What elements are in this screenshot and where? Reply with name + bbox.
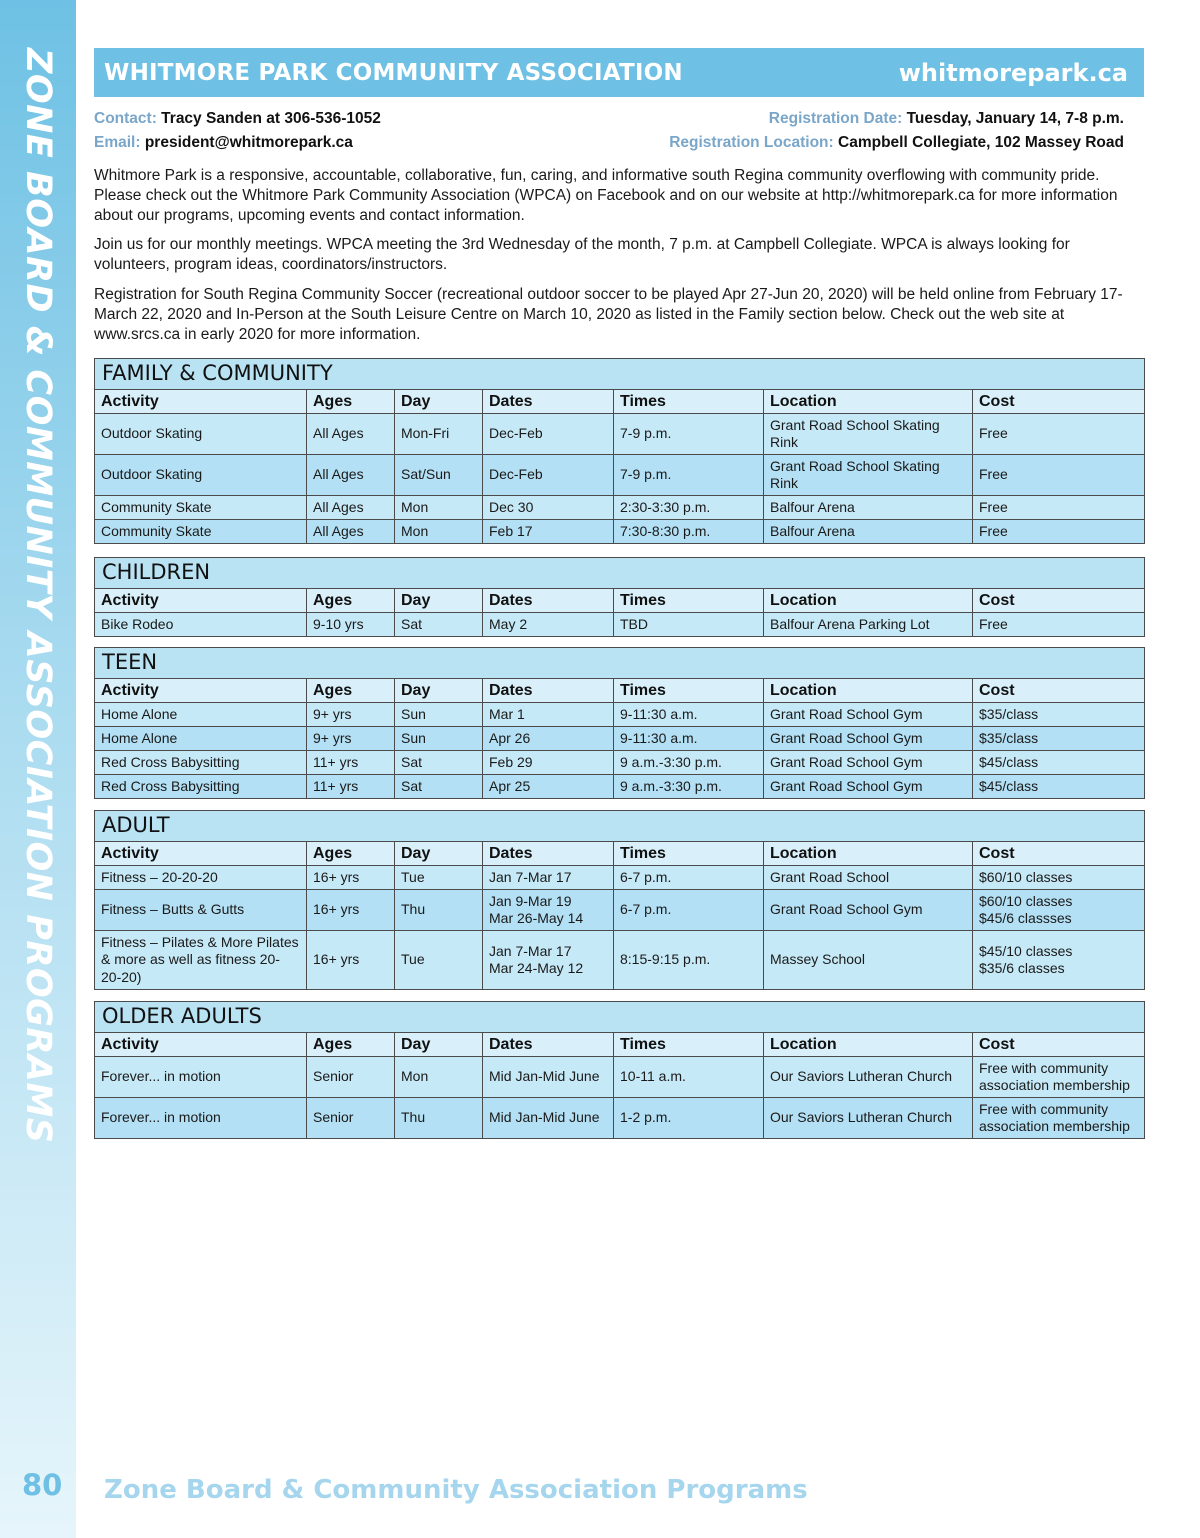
column-header-day: Day [395,842,483,866]
cell-ages: 9-10 yrs [307,613,395,637]
cell-location: Grant Road School Gym [764,890,973,931]
section-older-adults [94,1001,1145,1139]
cell-dates: Apr 25 [483,775,614,799]
contact-value: Tracy Sanden at 306-536-1052 [161,110,381,127]
cell-location: Grant Road School Skating Rink [764,455,973,496]
cell-cost: $35/class [973,703,1145,727]
cell-activity: Community Skate [95,496,307,520]
registration-date [769,110,1124,128]
footer-title: Zone Board & Community Association Programs [104,1475,808,1505]
cell-times: 9-11:30 a.m. [614,703,764,727]
cell-activity: Home Alone [95,703,307,727]
cell-cost: Free [973,520,1145,544]
column-header-dates: Dates [483,842,614,866]
cell-activity: Forever... in motion [95,1057,307,1098]
cell-activity: Community Skate [95,520,307,544]
cell-times: 7-9 p.m. [614,414,764,455]
column-header-times: Times [614,1033,764,1057]
email-info [94,134,353,152]
column-header-location: Location [764,679,973,703]
cell-ages: Senior [307,1098,395,1139]
cell-location: Grant Road School Gym [764,727,973,751]
cell-ages: 16+ yrs [307,931,395,990]
cell-dates: Apr 26 [483,727,614,751]
cell-location: Grant Road School Gym [764,775,973,799]
column-header-row [95,390,1145,414]
column-header-location: Location [764,589,973,613]
cell-activity: Outdoor Skating [95,455,307,496]
cell-ages: 16+ yrs [307,866,395,890]
cell-cost: $45/class [973,751,1145,775]
cell-location: Grant Road School Gym [764,751,973,775]
reg-location-label: Registration Location: [669,134,834,151]
reg-date-label: Registration Date: [768,110,903,127]
reg-location-value: Campbell Collegiate, 102 Massey Road [838,134,1124,151]
cell-times: 6-7 p.m. [614,890,764,931]
cell-activity: Fitness – Butts & Gutts [95,890,307,931]
cell-dates: Feb 17 [483,520,614,544]
section-title-row [95,359,1145,390]
meetings-paragraph: Join us for our monthly meetings. WPCA meeting the 3rd Wednesday of the month, 7 p.m. at Campbell Collegiate. WPCA is always looking for volunteers, program ideas, coordinators/instructors. [94,236,1070,273]
cell-dates: Dec-Feb [483,455,614,496]
reg-date-value: Tuesday, January 14, 7-8 p.m. [906,110,1124,127]
contact-row-1 [94,110,1124,128]
column-header-times: Times [614,679,764,703]
contact-label: Contact: [94,110,157,127]
cell-ages: Senior [307,1057,395,1098]
cell-day: Sat [395,613,483,637]
cell-day: Sat [395,751,483,775]
cell-dates: Jan 9-Mar 19 Mar 26-May 14 [483,890,614,931]
section-title: CHILDREN [95,558,1145,589]
cell-day: Thu [395,890,483,931]
cell-dates: Mid Jan-Mid June [483,1098,614,1139]
cell-activity: Home Alone [95,727,307,751]
cell-dates: Jan 7-Mar 17 Mar 24-May 12 [483,931,614,990]
cell-ages: 11+ yrs [307,775,395,799]
cell-activity: Bike Rodeo [95,613,307,637]
cell-times: 10-11 a.m. [614,1057,764,1098]
column-header-day: Day [395,679,483,703]
cell-dates: Jan 7-Mar 17 [483,866,614,890]
column-header-times: Times [614,390,764,414]
section-title: ADULT [95,811,1145,842]
section-title: OLDER ADULTS [95,1002,1145,1033]
association-title: WHITMORE PARK COMMUNITY ASSOCIATION [104,59,683,86]
table-row [95,751,1145,775]
column-header-dates: Dates [483,679,614,703]
column-header-ages: Ages [307,1033,395,1057]
cell-cost: $60/10 classes [973,866,1145,890]
cell-dates: Mid Jan-Mid June [483,1057,614,1098]
cell-times: TBD [614,613,764,637]
email-label: Email: [94,134,141,151]
cell-times: 9 a.m.-3:30 p.m. [614,751,764,775]
column-header-dates: Dates [483,390,614,414]
column-header-day: Day [395,390,483,414]
table-row [95,727,1145,751]
cell-day: Tue [395,866,483,890]
table-row [95,1057,1145,1098]
contact-row-2 [94,134,1124,152]
cell-times: 9 a.m.-3:30 p.m. [614,775,764,799]
cell-location: Balfour Arena [764,520,973,544]
cell-times: 9-11:30 a.m. [614,727,764,751]
cell-day: Mon [395,520,483,544]
column-header-activity: Activity [95,679,307,703]
table-row [95,613,1145,637]
column-header-ages: Ages [307,842,395,866]
cell-cost: Free [973,455,1145,496]
cell-ages: All Ages [307,455,395,496]
cell-dates: May 2 [483,613,614,637]
section-title-row [95,648,1145,679]
column-header-row [95,589,1145,613]
cell-day: Sun [395,703,483,727]
cell-activity: Red Cross Babysitting [95,775,307,799]
contact-info [94,110,381,128]
cell-ages: 9+ yrs [307,703,395,727]
cell-cost: Free with community association membership [973,1057,1145,1098]
cell-times: 7:30-8:30 p.m. [614,520,764,544]
column-header-ages: Ages [307,589,395,613]
cell-day: Mon [395,1057,483,1098]
cell-activity: Fitness – Pilates & More Pilates & more as well as fitness 20-20-20) [95,931,307,990]
header-bar [94,48,1144,97]
cell-cost: Free [973,414,1145,455]
table-row [95,703,1145,727]
column-header-dates: Dates [483,1033,614,1057]
cell-cost: Free [973,496,1145,520]
cell-times: 6-7 p.m. [614,866,764,890]
column-header-row [95,842,1145,866]
cell-day: Mon [395,496,483,520]
cell-cost: $60/10 classes $45/6 classses [973,890,1145,931]
table-row [95,496,1145,520]
cell-activity: Red Cross Babysitting [95,751,307,775]
column-header-activity: Activity [95,1033,307,1057]
side-section-title: ZONE BOARD & COMMUNITY ASSOCIATION PROGRAMS [18,48,58,1144]
section-adult [94,810,1145,990]
email-value[interactable]: president@whitmorepark.ca [144,134,353,151]
column-header-times: Times [614,589,764,613]
section-title: TEEN [95,648,1145,679]
cell-ages: All Ages [307,414,395,455]
column-header-cost: Cost [973,1033,1145,1057]
column-header-day: Day [395,589,483,613]
cell-location: Grant Road School Skating Rink [764,414,973,455]
column-header-cost: Cost [973,589,1145,613]
cell-times: 8:15-9:15 p.m. [614,931,764,990]
table-row [95,890,1145,931]
website-link[interactable]: whitmorepark.ca [898,58,1128,87]
column-header-row [95,679,1145,703]
cell-day: Sat [395,775,483,799]
cell-ages: 16+ yrs [307,890,395,931]
column-header-activity: Activity [95,390,307,414]
section-title-row [95,811,1145,842]
column-header-cost: Cost [973,842,1145,866]
cell-day: Sun [395,727,483,751]
cell-times: 7-9 p.m. [614,455,764,496]
cell-times: 2:30-3:30 p.m. [614,496,764,520]
section-children [94,557,1145,637]
column-header-row [95,1033,1145,1057]
cell-day: Tue [395,931,483,990]
cell-cost: Free [973,613,1145,637]
cell-ages: All Ages [307,496,395,520]
column-header-day: Day [395,1033,483,1057]
cell-ages: 11+ yrs [307,751,395,775]
cell-location: Grant Road School Gym [764,703,973,727]
column-header-times: Times [614,842,764,866]
table-row [95,414,1145,455]
column-header-location: Location [764,1033,973,1057]
cell-times: 1-2 p.m. [614,1098,764,1139]
cell-ages: All Ages [307,520,395,544]
column-header-cost: Cost [973,679,1145,703]
cell-ages: 9+ yrs [307,727,395,751]
column-header-ages: Ages [307,390,395,414]
column-header-cost: Cost [973,390,1145,414]
cell-activity: Fitness – 20-20-20 [95,866,307,890]
cell-day: Mon-Fri [395,414,483,455]
table-row [95,520,1145,544]
cell-dates: Feb 29 [483,751,614,775]
column-header-location: Location [764,390,973,414]
soccer-paragraph: Registration for South Regina Community Soccer (recreational outdoor soccer to be played Apr 27-Jun 20, 2020) will be held online from February 17-March 22, 2020 and In-Person at the South Leisure Centre on March 10, 2020 as listed in the Family section below. Check out the web site at www.srcs.ca in early 2020 for more information. [94,286,1123,343]
table-row [95,1098,1145,1139]
cell-cost: $45/class [973,775,1145,799]
column-header-location: Location [764,842,973,866]
cell-location: Our Saviors Lutheran Church [764,1057,973,1098]
section-family-community [94,358,1145,544]
cell-cost: $35/class [973,727,1145,751]
cell-location: Our Saviors Lutheran Church [764,1098,973,1139]
cell-dates: Dec-Feb [483,414,614,455]
section-title-row [95,558,1145,589]
cell-dates: Mar 1 [483,703,614,727]
section-title-row [95,1002,1145,1033]
side-strip [0,0,76,1538]
cell-activity: Forever... in motion [95,1098,307,1139]
page-number: 80 [22,1468,63,1502]
column-header-dates: Dates [483,589,614,613]
section-title: FAMILY & COMMUNITY [95,359,1145,390]
registration-location [669,134,1124,152]
cell-day: Thu [395,1098,483,1139]
column-header-activity: Activity [95,842,307,866]
column-header-ages: Ages [307,679,395,703]
table-row [95,931,1145,990]
cell-cost: Free with community association membership [973,1098,1145,1139]
cell-day: Sat/Sun [395,455,483,496]
table-row [95,775,1145,799]
cell-cost: $45/10 classes $35/6 classes [973,931,1145,990]
column-header-activity: Activity [95,589,307,613]
table-row [95,455,1145,496]
table-row [95,866,1145,890]
cell-location: Balfour Arena [764,496,973,520]
cell-location: Balfour Arena Parking Lot [764,613,973,637]
cell-activity: Outdoor Skating [95,414,307,455]
section-teen [94,647,1145,799]
cell-location: Massey School [764,931,973,990]
cell-dates: Dec 30 [483,496,614,520]
cell-location: Grant Road School [764,866,973,890]
intro-paragraph: Whitmore Park is a responsive, accountable, collaborative, fun, caring, and informative south Regina community overflowing with community pride. Please check out the Whitmore Park Community Association (WPCA) on Facebook and on our website at http://whitmorepark.ca for more information about our programs, upcoming events and contact information. [94,167,1118,224]
